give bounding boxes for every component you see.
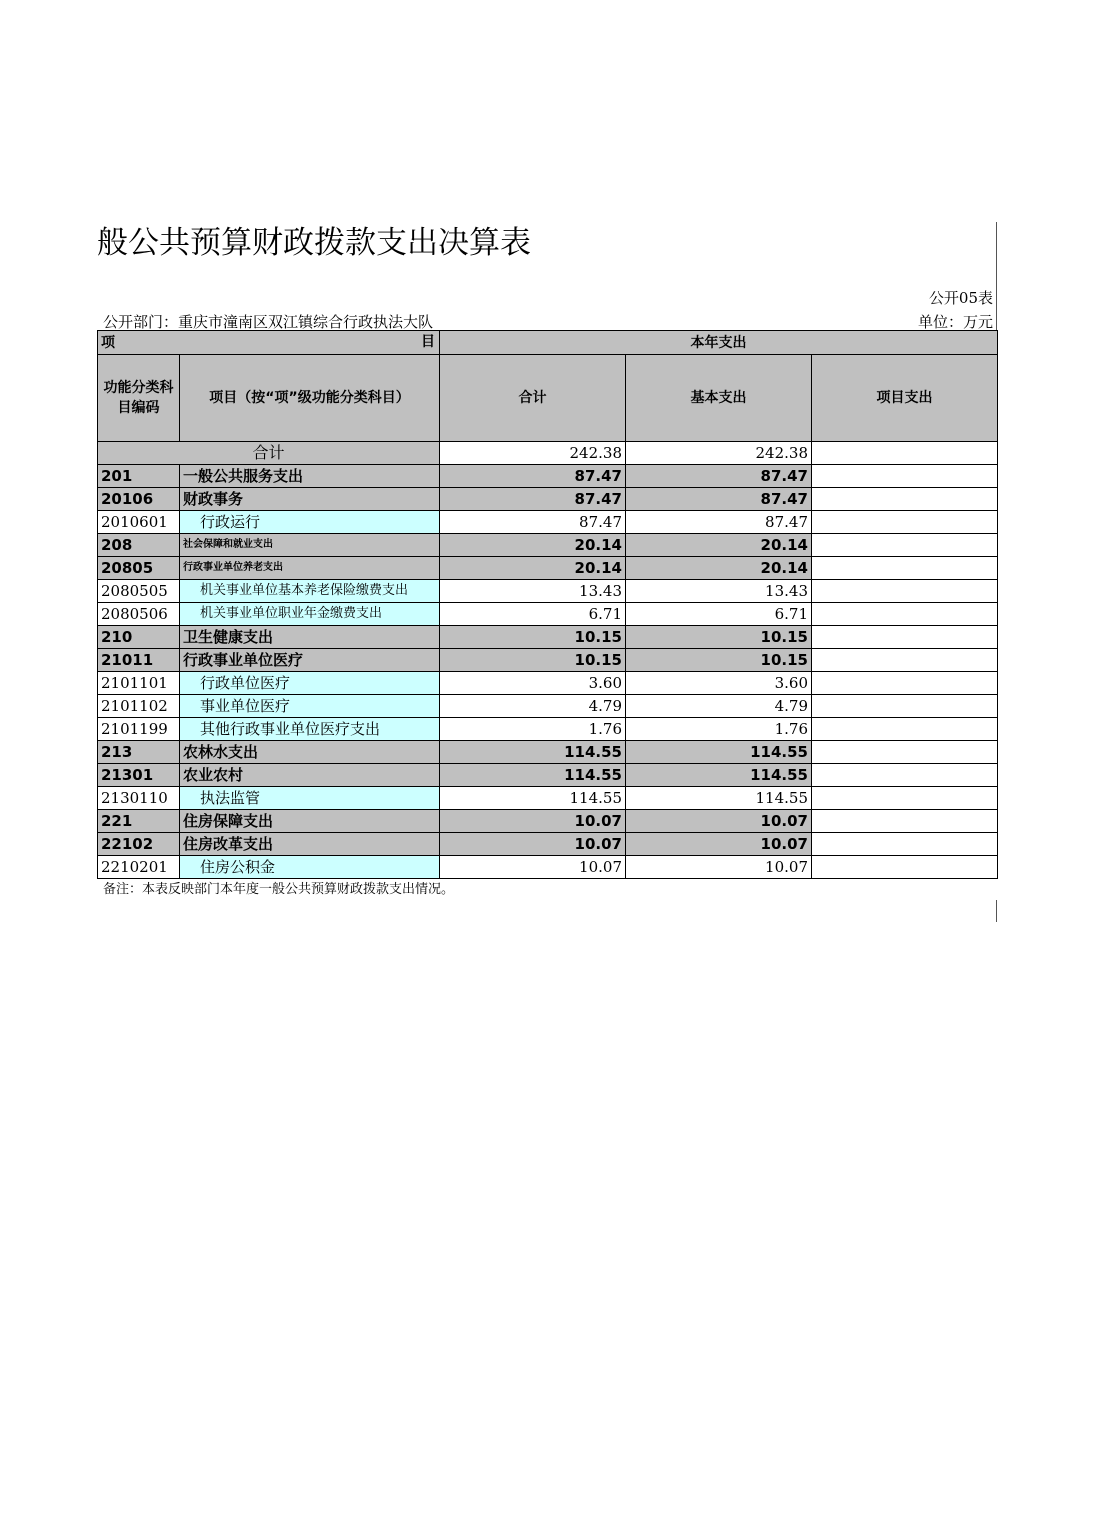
table-row [98,557,998,580]
row-basic: 10.15 [626,626,812,649]
row-basic: 13.43 [626,580,812,603]
header-project: 项目支出 [812,355,998,442]
header-item-left: 项 [101,334,115,351]
row-name: 农林水支出 [180,741,440,764]
row-code: 2130110 [98,787,180,810]
row-total: 114.55 [440,764,626,787]
row-basic: 20.14 [626,534,812,557]
page-title: 般公共预算财政拨款支出决算表 [97,225,531,261]
row-name: 农业农村 [180,764,440,787]
total-row [98,442,998,465]
row-project [812,787,998,810]
row-project [812,649,998,672]
table-row [98,810,998,833]
row-name: 执法监管 [180,787,440,810]
row-code: 20106 [98,488,180,511]
table-row [98,534,998,557]
header-item-right: 目 [421,334,435,350]
row-project [812,672,998,695]
row-basic: 1.76 [626,718,812,741]
row-project [812,557,998,580]
row-project [812,534,998,557]
row-code: 2101101 [98,672,180,695]
table-row [98,580,998,603]
row-total: 10.15 [440,626,626,649]
row-total: 20.14 [440,557,626,580]
row-project [812,580,998,603]
row-name: 社会保障和就业支出 [180,534,440,557]
row-name: 事业单位医疗 [180,695,440,718]
row-name: 住房保障支出 [180,810,440,833]
row-basic: 10.07 [626,810,812,833]
row-total: 114.55 [440,741,626,764]
row-total: 20.14 [440,534,626,557]
header-this-year: 本年支出 [440,331,998,355]
row-total: 87.47 [440,511,626,534]
expenditure-table [97,330,998,879]
header-code: 功能分类科目编码 [98,355,180,442]
row-basic: 87.47 [626,511,812,534]
table-row [98,833,998,856]
table-row [98,603,998,626]
table-note: 备注：本表反映部门本年度一般公共预算财政拨款支出情况。 [103,882,455,897]
table-subheader-row [98,355,998,442]
row-basic: 10.07 [626,856,812,879]
row-code: 2210201 [98,856,180,879]
row-total: 13.43 [440,580,626,603]
table-row [98,741,998,764]
header-name: 项目（按“项”级功能分类科目） [180,355,440,442]
row-code: 201 [98,465,180,488]
table-row [98,787,998,810]
form-number: 公开05表 [928,289,993,307]
row-project [812,764,998,787]
row-name: 住房公积金 [180,856,440,879]
row-code: 208 [98,534,180,557]
row-total: 10.15 [440,649,626,672]
row-project [812,718,998,741]
row-code: 20805 [98,557,180,580]
row-project [812,488,998,511]
row-basic: 114.55 [626,764,812,787]
row-total: 114.55 [440,787,626,810]
row-total: 3.60 [440,672,626,695]
row-project [812,695,998,718]
header-item [98,331,440,355]
row-name: 其他行政事业单位医疗支出 [180,718,440,741]
row-name: 行政事业单位养老支出 [180,557,440,580]
row-project [812,741,998,764]
table-row [98,626,998,649]
total-sum: 242.38 [440,442,626,465]
table-row [98,764,998,787]
row-name: 行政事业单位医疗 [180,649,440,672]
header-basic: 基本支出 [626,355,812,442]
row-code: 21301 [98,764,180,787]
table-row [98,649,998,672]
row-code: 210 [98,626,180,649]
table-header-row [98,331,998,355]
row-name: 财政事务 [180,488,440,511]
table-row [98,695,998,718]
row-total: 87.47 [440,465,626,488]
row-basic: 6.71 [626,603,812,626]
row-name: 机关事业单位职业年金缴费支出 [180,603,440,626]
row-total: 4.79 [440,695,626,718]
row-basic: 114.55 [626,787,812,810]
table-row [98,672,998,695]
row-basic: 87.47 [626,488,812,511]
row-basic: 3.60 [626,672,812,695]
row-code: 22102 [98,833,180,856]
row-code: 221 [98,810,180,833]
table-row [98,511,998,534]
department-label: 公开部门：重庆市潼南区双江镇综合行政执法大队 [103,313,434,331]
row-total: 10.07 [440,810,626,833]
row-code: 2101102 [98,695,180,718]
row-basic: 20.14 [626,557,812,580]
row-project [812,511,998,534]
header-total: 合计 [440,355,626,442]
row-total: 10.07 [440,833,626,856]
table-row [98,465,998,488]
row-basic: 87.47 [626,465,812,488]
unit-label: 单位：万元 [917,313,993,331]
row-basic: 10.15 [626,649,812,672]
total-label: 合计 [98,442,440,465]
border-line [996,900,997,922]
row-name: 行政单位医疗 [180,672,440,695]
row-code: 21011 [98,649,180,672]
row-total: 87.47 [440,488,626,511]
row-name: 住房改革支出 [180,833,440,856]
row-total: 10.07 [440,856,626,879]
border-line [996,222,997,330]
row-project [812,626,998,649]
row-project [812,810,998,833]
row-code: 2010601 [98,511,180,534]
row-project [812,833,998,856]
row-code: 2080505 [98,580,180,603]
row-name: 卫生健康支出 [180,626,440,649]
row-project [812,465,998,488]
row-name: 行政运行 [180,511,440,534]
row-code: 2080506 [98,603,180,626]
row-project [812,603,998,626]
row-code: 2101199 [98,718,180,741]
total-basic: 242.38 [626,442,812,465]
table-row [98,718,998,741]
table-row [98,856,998,879]
row-code: 213 [98,741,180,764]
row-basic: 4.79 [626,695,812,718]
table-row [98,488,998,511]
row-total: 6.71 [440,603,626,626]
row-name: 机关事业单位基本养老保险缴费支出 [180,580,440,603]
row-basic: 10.07 [626,833,812,856]
row-name: 一般公共服务支出 [180,465,440,488]
row-total: 1.76 [440,718,626,741]
row-basic: 114.55 [626,741,812,764]
row-project [812,856,998,879]
total-project [812,442,998,465]
